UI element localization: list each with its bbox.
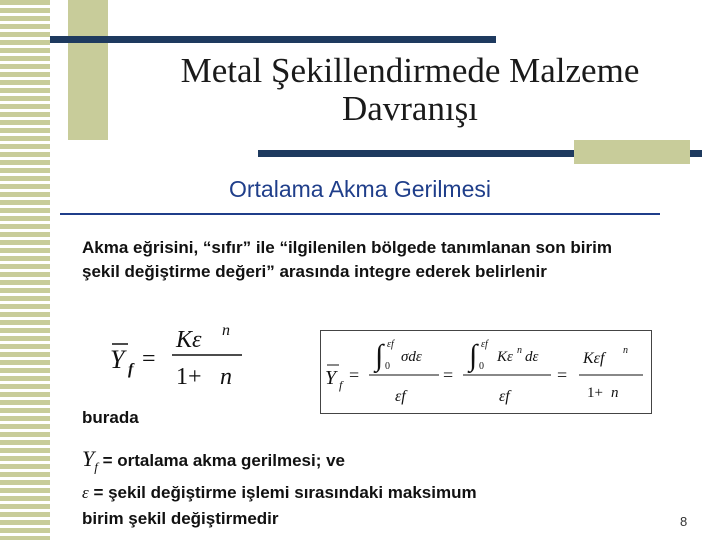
decorative-block-left — [68, 0, 108, 140]
legend-row-yf — [82, 446, 642, 480]
svg-text:εf: εf — [499, 388, 510, 405]
formula-mean-flow-stress — [110, 322, 260, 392]
legend-row-eps — [82, 480, 642, 506]
slide-title — [110, 52, 710, 128]
svg-text:=: = — [443, 365, 454, 385]
svg-text:n: n — [222, 322, 230, 339]
svg-text:f: f — [128, 361, 134, 378]
svg-text:n: n — [623, 345, 628, 356]
svg-text:Y: Y — [325, 367, 337, 389]
svg-text:n: n — [220, 364, 232, 390]
svg-text:n: n — [611, 385, 619, 401]
svg-text:εf: εf — [481, 339, 488, 350]
symbol-yf: $Y_f$ — [82, 446, 98, 475]
symbol-legend — [82, 446, 642, 532]
decorative-block-right — [574, 140, 690, 164]
slide-title-line2: Davranışı — [341, 89, 479, 128]
svg-text:1+: 1+ — [176, 364, 202, 390]
svg-text:∫: ∫ — [469, 339, 478, 372]
legend-eps-continuation: birim şekil değiştirmedir — [82, 509, 279, 529]
legend-yf-text: = ortalama akma gerilmesi; ve — [102, 451, 345, 470]
section-heading: Ortalama Akma Gerilmesi — [228, 176, 491, 202]
svg-text:dε: dε — [525, 349, 539, 365]
legend-eps-text: = şekil değiştirme işlemi sırasındaki maksimum — [93, 483, 477, 503]
svg-text:Kε: Kε — [176, 327, 202, 353]
svg-text:0: 0 — [479, 361, 484, 372]
slide-title-line1: Metal Şekillendirmede Malzeme — [180, 51, 640, 90]
svg-text:Kεf: Kεf — [583, 350, 605, 367]
svg-text:=: = — [142, 346, 156, 372]
svg-text:∫: ∫ — [375, 339, 384, 372]
heading-underline — [60, 213, 660, 215]
svg-text:f: f — [339, 378, 343, 392]
svg-text:εf: εf — [387, 339, 394, 350]
decorative-stripe-strip — [0, 0, 50, 540]
formula-integral-box — [320, 330, 652, 414]
svg-text:Kε: Kε — [497, 349, 513, 365]
description-text: Akma eğrisini, “sıfır” ile “ilgilenilen bölgede tanımlanan son birim şekil değiştirme değeri” arasında integre ederek belirlenir — [82, 238, 612, 281]
page-number: 8 — [680, 514, 688, 529]
svg-text:εf: εf — [395, 388, 406, 405]
svg-text:Y: Y — [110, 345, 125, 374]
svg-text:1+: 1+ — [587, 385, 603, 401]
svg-text:=: = — [557, 365, 568, 385]
symbol-epsilon: ε — [82, 483, 89, 503]
decorative-bar-top — [50, 36, 496, 43]
label-burada: burada — [82, 408, 139, 427]
svg-text:σdε: σdε — [401, 349, 422, 365]
svg-text:=: = — [349, 365, 360, 385]
svg-text:n: n — [517, 345, 522, 356]
svg-text:0: 0 — [385, 361, 390, 372]
